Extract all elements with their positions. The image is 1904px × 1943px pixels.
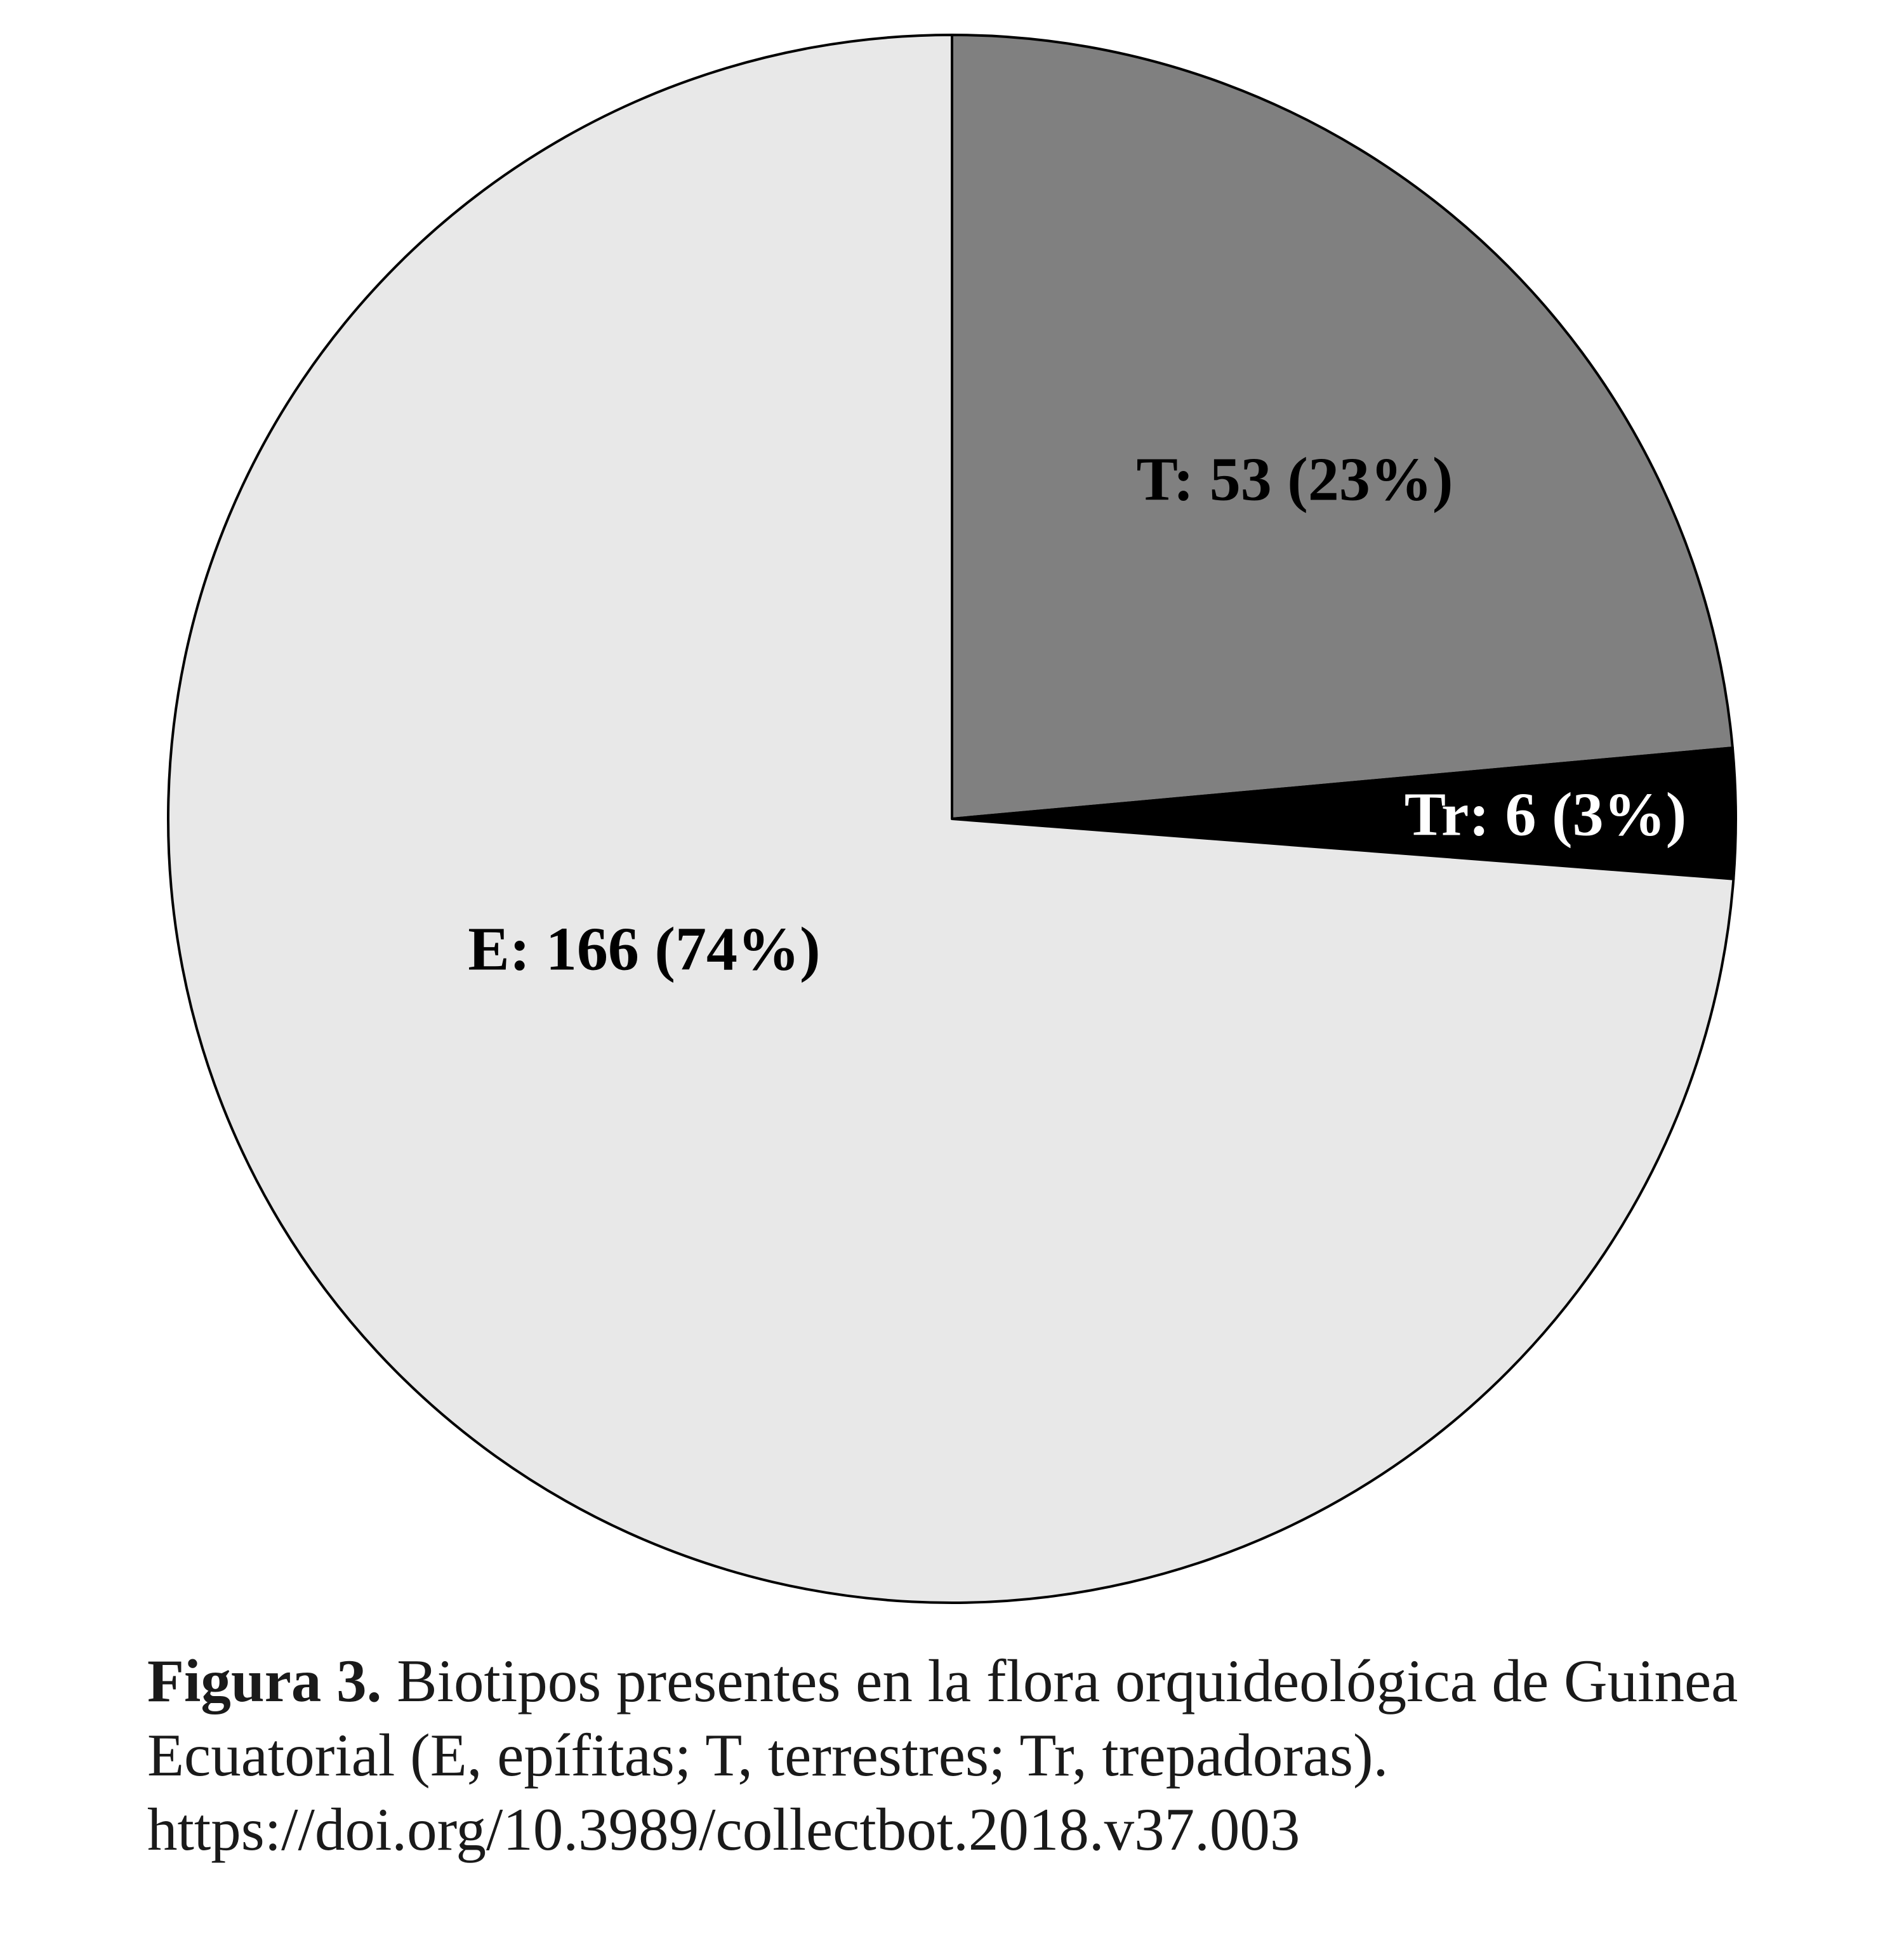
figure-caption-label: Figura 3. [147, 1647, 382, 1714]
figure-caption-text: Biotipos presentes en la flora orquideológica de Guinea Ecuatorial (E, epífitas; T, terrestres; Tr, trepadoras). https://doi.org/10.3989/collectbot.2018.v37.003 [147, 1647, 1738, 1863]
figure-caption [147, 1644, 1772, 1867]
pie-slice-label-e: E: 166 (74%) [468, 915, 821, 984]
pie-slice-t [952, 35, 1733, 819]
pie-slice-label-t: T: 53 (23%) [1136, 445, 1453, 514]
pie-slice-label-tr: Tr: 6 (3%) [1404, 780, 1687, 849]
